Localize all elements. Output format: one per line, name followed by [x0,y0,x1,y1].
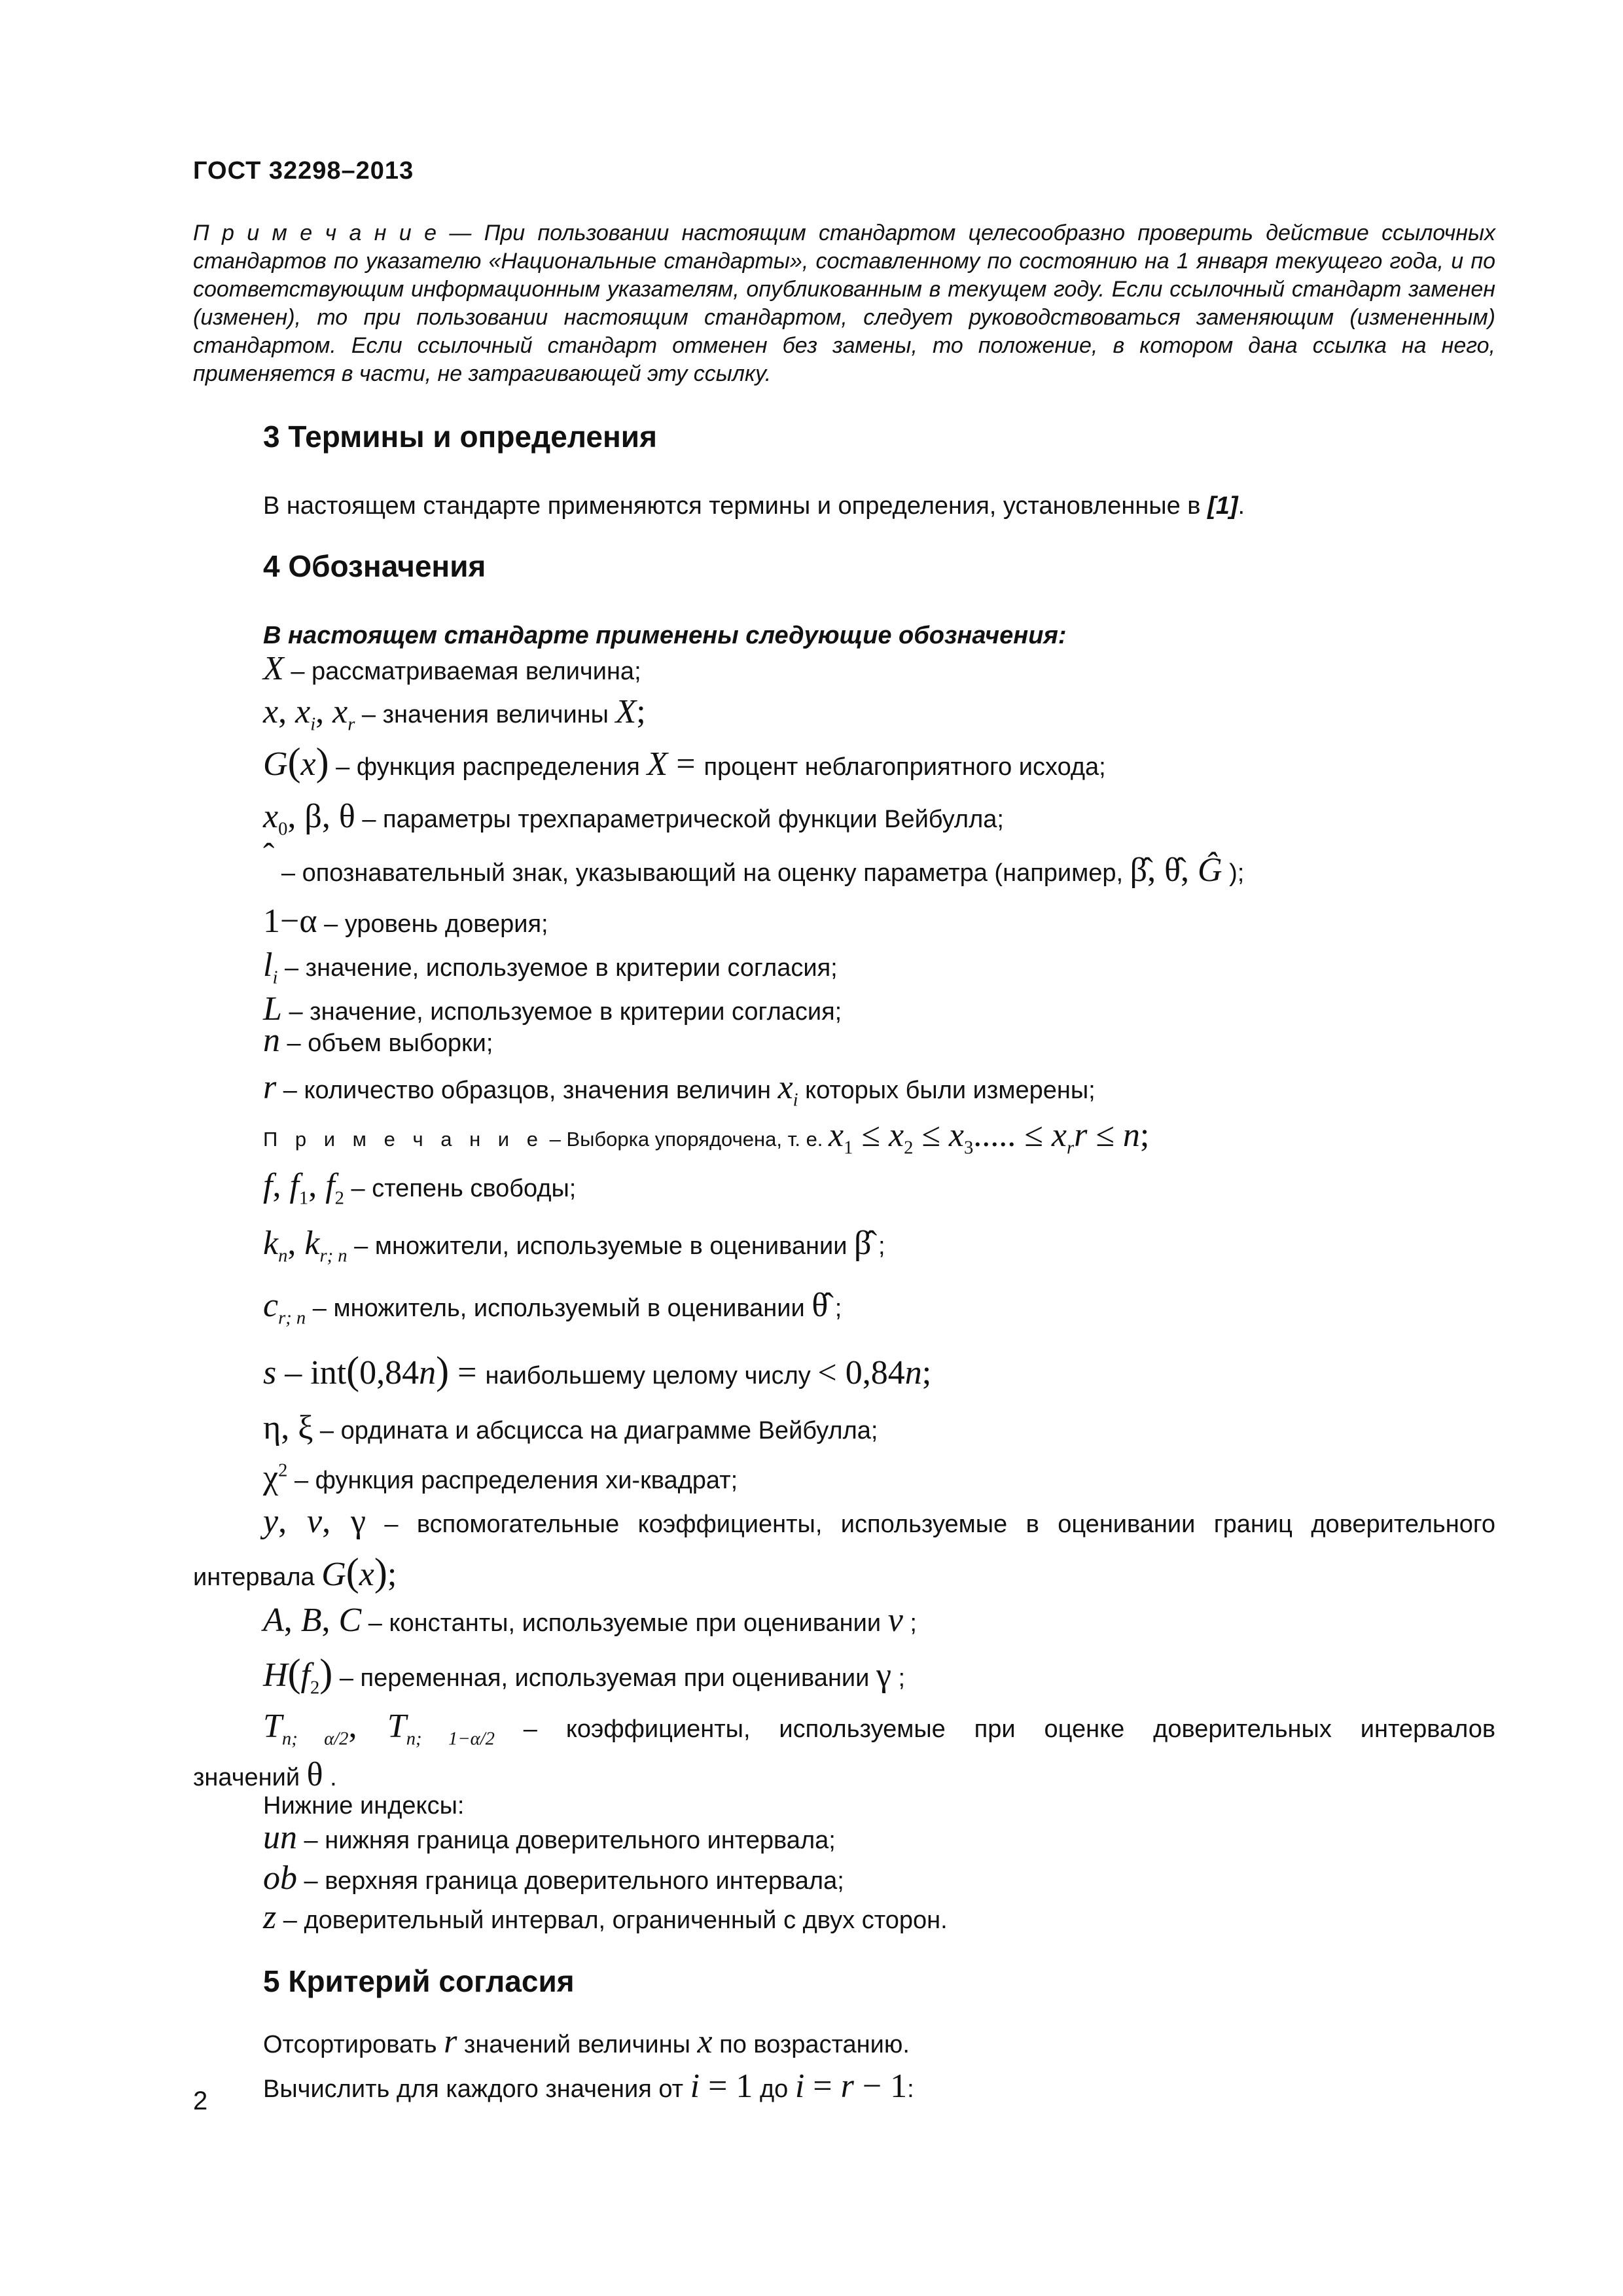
note-label: П р и м е ч а н и е [193,221,437,245]
subscript-z: z – доверительный интервал, ограниченный с двух сторон. [263,1899,948,1936]
section-3-text: В настоящем стандарте применяются термины и определения, установленные в [1]. [263,492,1245,520]
symbol-H: $H(f_2)$ – переменная, используемая при оценивании γ ; [263,1651,906,1698]
symbol-x-values: x, $x_i$, $x_r$ – значения величины X; [263,693,646,735]
standard-header: ГОСТ 32298–2013 [193,157,414,185]
section-5-line-1: Отсортировать r значений величины x по возрастанию. [263,2023,910,2060]
subscript-un: un – нижняя граница доверительного интервала; [263,1819,836,1856]
symbol-hat: ˆ – опознавательный знак, указывающий на оценку параметра (например, β̂, θ̂, Ĝ ); [263,837,1245,889]
symbol-k-factors: $k_n$, $k_{r; n}$ – множители, используемые в оценивании β̂ ; [263,1225,885,1266]
symbol-T-coefficients: $T_{n; \alpha/2}$, $T_{n; 1-\alpha/2}$ – коэффициенты, используемые при оценке доверительных интервалов [263,1708,1496,1749]
section-4-title: 4 Обозначения [263,549,486,583]
symbol-chi-squared: $\chi^2$ – функция распределения хи-квадрат; [263,1459,738,1496]
symbol-auxiliary-continuation: интервала G(x); [193,1551,397,1594]
symbol-G: G(x) – функция распределения X = процент неблагоприятного исхода; [263,740,1106,783]
symbol-auxiliary-coefficients: y, v, γ – вспомогательные коэффициенты, используемые в оценивании границ доверительного [263,1503,1495,1540]
note-ordering: П р и м е ч а н и е – Выборка упорядочена, т. е. $x_1 \le x_2 \le x_3$..... ≤ $x_rr \le n$; [263,1117,1150,1158]
symbol-weibull-params: $x_0$, β, θ – параметры трехпараметрической функции Вейбулла; [263,798,1004,840]
symbol-constants: A, B, C – константы, используемые при оценивании v ; [263,1602,917,1639]
symbol-confidence: 1−α – уровень доверия; [263,903,548,940]
symbol-n: n – объем выборки; [263,1022,493,1059]
subscripts-title: Нижние индексы: [263,1792,465,1820]
note-text: — При пользовании настоящим стандартом целесообразно проверить действие ссылочных стандартов по указателю «Национальные стандарты», составленному по состоянию на 1 января текущего года, и по соответствующим информационным указателям, опубликованным в текущем году. Если ссылочный стандарт заменен (изменен), то при пользовании настоящим стандартом, следует руководствоваться заменяющим (измененным) стандартом. Если ссылочный стандарт отменен без замены, то положение, в котором дана ссылка на него, применяется в части, не затрагивающей эту ссылку. [193,221,1495,386]
symbol-degrees-freedom: f, $f_1$, $f_2$ – степень свободы; [263,1167,577,1209]
section-3-title: 3 Термины и определения [263,420,657,454]
symbol-X: X – рассматриваемая величина; [263,650,641,687]
symbol-c-factor: $c_{r; n}$ – множитель, используемый в оценивании θ̂ ; [263,1287,842,1329]
section-5-line-2: Вычислить для каждого значения от i = 1 до i = r − 1: [263,2068,914,2105]
symbol-s: s – int(0,84n) = наибольшему целому числу < 0,84n; [263,1349,932,1392]
page-number: 2 [193,2087,208,2115]
symbol-r: r – количество образцов, значения величин $x_i$ которых были измерены; [263,1069,1096,1111]
section-4-intro: В настоящем стандарте применены следующие обозначения: [263,622,1067,649]
symbol-T-continuation: значений θ . [193,1756,337,1793]
symbol-eta-xi: η, ξ – ордината и абсцисса на диаграмме Вейбулла; [263,1409,878,1446]
section-5-title: 5 Критерий согласия [263,1964,575,1998]
symbol-l: $l_i$ – значение, используемое в критерии согласия; [263,946,838,988]
note-paragraph [193,219,1495,388]
reference-link: [1] [1207,492,1238,520]
symbol-L: L – значение, используемое в критерии согласия; [263,990,842,1028]
subscript-ob: ob – верхняя граница доверительного интервала; [263,1859,844,1897]
